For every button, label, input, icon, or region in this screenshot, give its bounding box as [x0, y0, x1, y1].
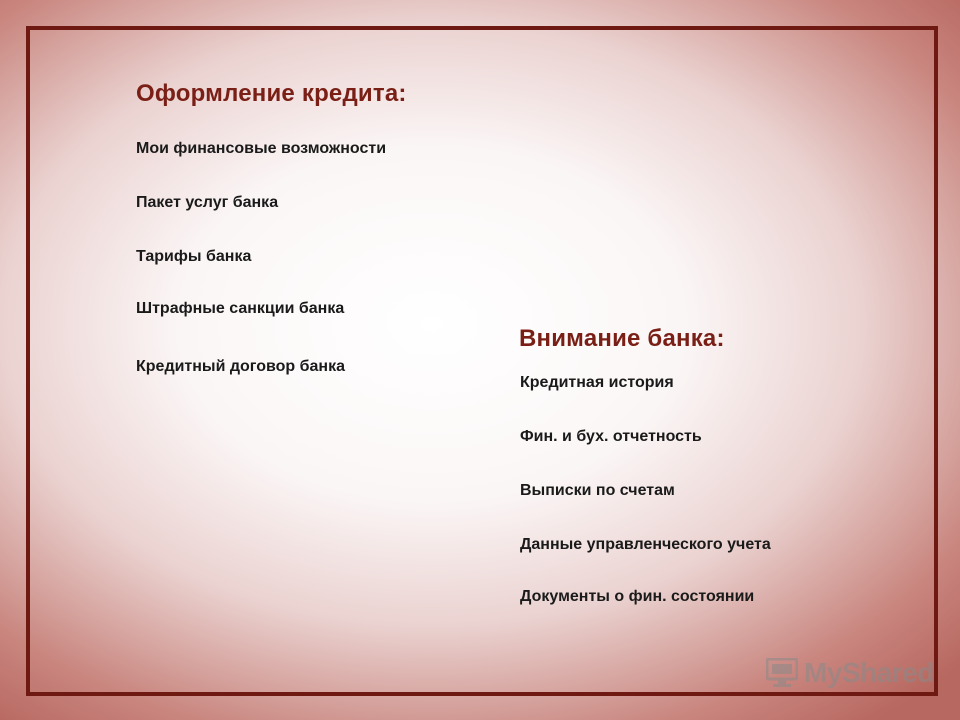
- watermark: [766, 656, 934, 690]
- monitor-logo-icon: [766, 658, 798, 688]
- credit-item-tariffs: Тарифы банка: [136, 248, 252, 265]
- credit-heading: Оформление кредита:: [136, 80, 407, 107]
- credit-item-contract: Кредитный договор банка: [136, 358, 345, 375]
- bank-item-financial-reports: Фин. и бух. отчетность: [520, 428, 702, 445]
- bank-item-financial-state-docs: Документы о фин. состоянии: [520, 588, 755, 605]
- bank-item-management-accounting: Данные управленческого учета: [520, 536, 771, 553]
- bank-heading: Внимание банка:: [519, 325, 725, 352]
- bank-item-credit-history: Кредитная история: [520, 374, 674, 391]
- credit-item-penalties: Штрафные санкции банка: [136, 300, 345, 317]
- watermark-text: MyShared: [804, 657, 934, 688]
- credit-item-service-package: Пакет услуг банка: [136, 194, 279, 211]
- credit-item-financial-capabilities: Мои финансовые возможности: [136, 140, 387, 157]
- bank-item-account-statements: Выписки по счетам: [520, 482, 675, 499]
